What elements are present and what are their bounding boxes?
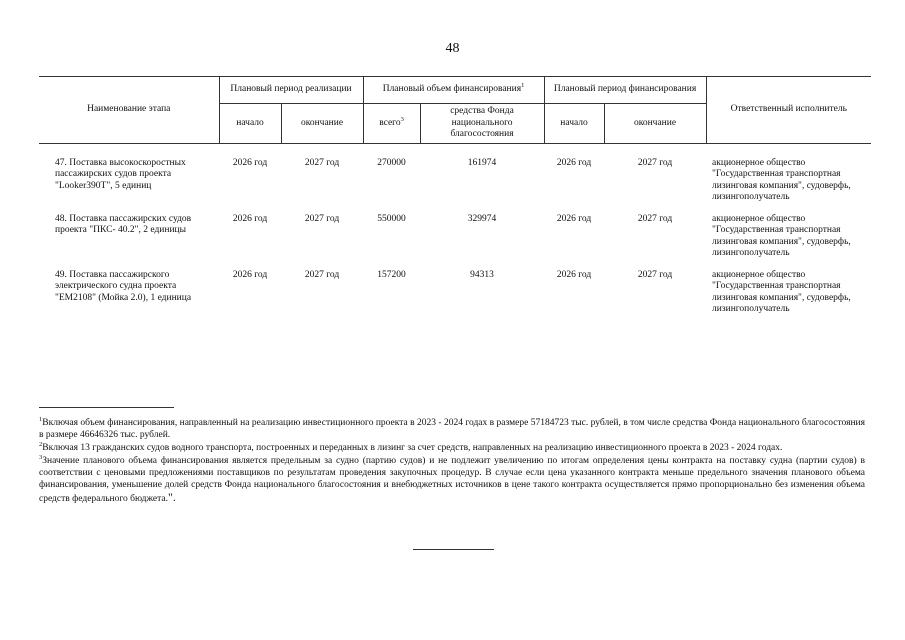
cell-end: 2027 год [304,157,340,168]
footnote-text: Значение планового объема финансирования является предельным за судно (партию судов) и не подлежит увеличению по итогам определения цены контракта на поставку судна (партии судов) в соответствии с ценовыми предложениями поставщиков по результатам проведения закупочных процедур. В случае если цена указанного контракта меньше предельного значения планового объема финансирования, уменьшение долей средств Фонда национального благосостояния и внебюджетных источников в цене такого контракта осуществляется прямо пропорционально без изменения объема средств федерального бюджета. [39,456,865,504]
closing-quote: ". [167,490,176,504]
footnote-1 [39,417,865,441]
header-start: начало [219,104,281,144]
cell-start: 2026 год [232,213,268,224]
footnote-2 [39,442,865,454]
header-stage-name: Наименование этапа [39,77,219,144]
footnote-text: Включая 13 гражданских судов водного транспорта, построенных и переданных в лизинг за счет средств, направленных на реализацию инвестиционного проекта в 2023 - 2024 годах. [42,443,783,453]
footnote-3 [39,455,865,505]
cell-stage-name: 49. Поставка пассажирского электрического судна проекта "ЕМ2108" (Мойка 2.0), 1 единица [55,269,192,303]
header-responsible: Ответственный исполнитель [706,77,871,144]
footnote-text: Включая объем финансирования, направленный на реализацию инвестиционного проекта в 2023 - 2024 годах в размере 57184723 тыс. рублей, в том числе средства Фонда национального благосостояния в размере 46646326 тыс. рублей. [39,418,865,440]
cell-responsible: акционерное общество "Государственная транспортная лизинговая компания", судоверфь, лизингополучатель [712,157,851,202]
header-end: окончание [281,104,363,144]
cell-responsible: акционерное общество "Государственная транспортная лизинговая компания", судоверфь, лизингополучатель [712,213,851,258]
header-total [363,104,420,144]
cell-total: 550000 [377,213,406,224]
header-fund: средства Фонда национального благосостояния [420,104,544,144]
cell-total: 270000 [377,157,406,168]
cell-end: 2027 год [304,269,340,280]
cell-start: 2026 год [232,157,268,168]
footnote-mark: 3 [39,453,43,461]
cell-fin-start: 2026 год [556,213,592,224]
cell-fund: 94313 [470,269,494,280]
table-row [39,143,871,214]
cell-stage-name: 48. Поставка пассажирских судов проекта "ПКС- 40.2", 2 единицы [55,213,192,235]
table-row [39,270,871,326]
financing-table [39,76,871,326]
cell-responsible: акционерное общество "Государственная транспортная лизинговая компания", судоверфь, лизингополучатель [712,269,851,314]
cell-total: 157200 [377,269,406,280]
cell-fin-start: 2026 год [556,269,592,280]
cell-fin-end: 2027 год [637,213,673,224]
end-separator [413,549,494,550]
footnote-separator [39,407,174,408]
cell-fund: 161974 [467,157,497,168]
header-fin-end: окончание [604,104,706,144]
header-planned-period-financing: Плановый период финансирования [544,77,706,104]
footnote-ref-1: 1 [521,82,525,90]
header-planned-period-realization: Плановый период реализации [219,77,363,104]
table-row [39,214,871,270]
cell-fin-end: 2027 год [637,269,673,280]
header-planned-volume-financing-label: Плановый объем финансирования [382,84,522,95]
cell-fin-start: 2026 год [556,157,592,168]
header-total-label: всего [379,117,401,128]
header-planned-volume-financing [363,77,544,104]
cell-start: 2026 год [232,269,268,280]
cell-stage-name: 47. Поставка высокоскоростных пассажирских судов проекта "Looker390T", 5 единиц [55,157,186,191]
cell-fin-end: 2027 год [637,157,673,168]
footnote-mark: 2 [39,440,43,448]
footnote-mark: 1 [39,415,43,423]
footnotes [39,417,865,506]
footnote-ref-3: 3 [400,115,404,123]
cell-end: 2027 год [304,213,340,224]
page-number: 48 [445,41,460,56]
cell-fund: 329974 [467,213,497,224]
header-fin-start: начало [544,104,604,144]
